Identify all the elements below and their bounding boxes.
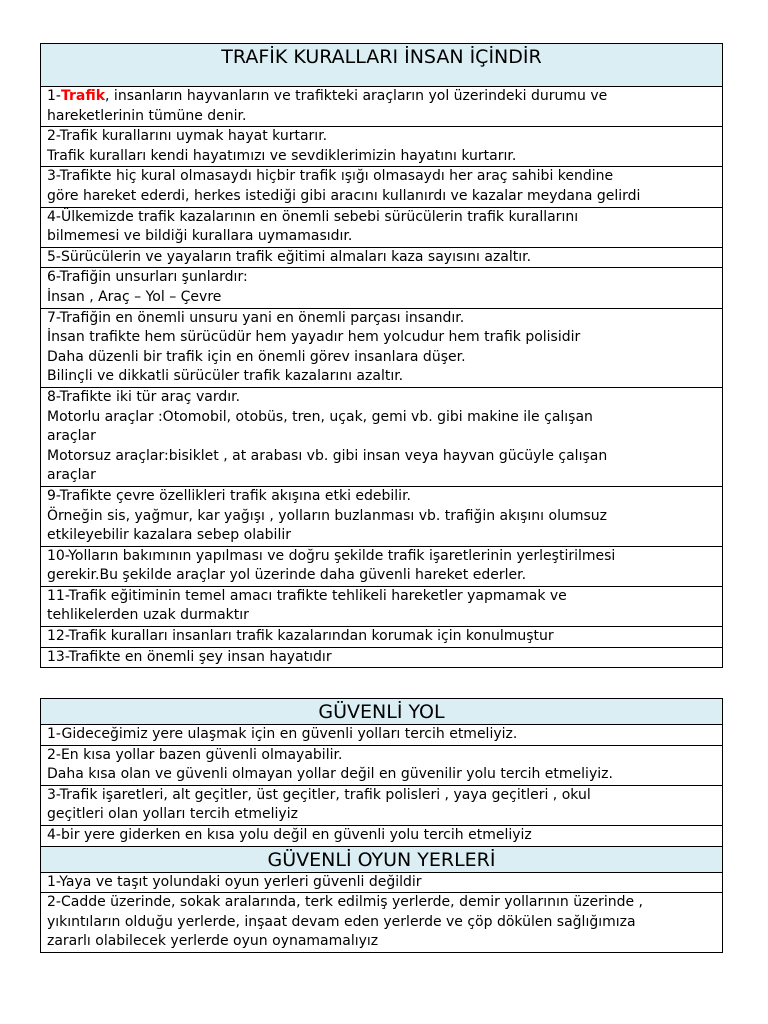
table-row [41,546,723,586]
row-text: Daha kısa olan ve güvenli olmayan yollar değil en güvenilir yolu tercih etmeliyiz. [47,766,613,783]
row-text: zararlı olabilecek yerlerde oyun oynamamalıyız [47,933,379,950]
row-text: İnsan , Araç – Yol – Çevre [47,288,222,305]
row-text: 7-Trafiğin en önemli unsuru yani en önemli parçası insandır. [47,309,465,326]
row-text: bilmemesi ve bildiği kurallara uymamasıdır. [47,228,353,245]
row-text: göre hareket ederdi, herkes istediği gibi aracını kullanırdı ve kazalar meydana gelirdi [47,187,641,204]
table-row [41,745,723,785]
table-row [41,825,723,846]
table-row [41,872,723,893]
row-text: 12-Trafik kuralları insanları trafik kazalarından korumak için konulmuştur [47,628,554,645]
table-row [41,127,723,167]
row-text: tehlikelerden uzak durmaktır [47,607,249,624]
row-text: 5-Sürücülerin ve yayaların trafik eğitimi almaları kaza sayısını azaltır. [47,248,532,265]
table-title: TRAFİK KURALLARI İNSAN İÇİNDİR [41,44,723,87]
table-row [41,725,723,746]
row-text: 2-Trafik kurallarını uymak hayat kurtarır. [47,128,328,145]
table-row [41,647,723,668]
row-text: hareketlerinin tümüne denir. [47,107,247,124]
table-row [41,167,723,207]
row-text: 4-bir yere giderken en kısa yolu değil en güvenli yolu tercih etmeliyiz [47,826,532,843]
table-row [41,268,723,308]
row-text: Motorlu araçlar :Otomobil, otobüs, tren, uçak, gemi vb. gibi makine ile çalışan [47,408,593,425]
row-text: 2-En kısa yollar bazen güvenli olmayabilir. [47,746,343,763]
table-row [41,387,723,486]
safe-road-table [40,698,723,953]
row-text: 2-Cadde üzerinde, sokak aralarında, terk edilmiş yerlerde, demir yollarının üzerinde , [47,894,643,911]
row-text: 6-Trafiğin unsurları şunlardır: [47,269,248,286]
table-row [41,207,723,247]
row-text: araçlar [47,467,96,484]
table-row [41,486,723,546]
row-text: gerekir.Bu şekilde araçlar yol üzerinde daha güvenli hareket ederler. [47,567,527,584]
row-text: Motorsuz araçlar:bisiklet , at arabası vb. gibi insan veya hayvan gücüyle çalışan [47,447,608,464]
table-row [41,586,723,626]
traffic-rules-table [40,43,723,668]
row-text: geçitleri olan yolları tercih etmeliyiz [47,806,298,823]
row-text: etkileyebilir kazalara sebep olabilir [47,527,291,544]
row-text: 1-Yaya ve taşıt yolundaki oyun yerleri güvenli değildir [47,873,422,890]
table-row [41,87,723,127]
table-row [41,627,723,648]
row-text: , insanların hayvanların ve trafikteki araçların yol üzerindeki durumu ve [105,88,608,104]
row-text: Trafik kuralları kendi hayatımızı ve sevdiklerimizin hayatını kurtarır. [47,147,517,164]
section-title: GÜVENLİ YOL [41,699,723,725]
row-text: 3-Trafik işaretleri, alt geçitler, üst geçitler, trafik polisleri , yaya geçitleri , okul [47,786,591,803]
row-text: 11-Trafik eğitiminin temel amacı trafikte tehlikeli hareketler yapmamak ve [47,587,567,604]
row-text: Bilinçli ve dikkatli sürücüler trafik kazalarını azaltır. [47,368,404,385]
table-row [41,893,723,953]
row-text: Örneğin sis, yağmur, kar yağışı , yolların buzlanması vb. trafiğin akışını olumsuz [47,507,607,524]
section-title: GÜVENLİ OYUN YERLERİ [41,846,723,872]
row-text: 1-Gideceğimiz yere ulaşmak için en güvenli yolları tercih etmeliyiz. [47,726,518,742]
row-text: 3-Trafikte hiç kural olmasaydı hiçbir trafik ışığı olmasaydı her araç sahibi kendine [47,168,614,185]
row-text: 4-Ülkemizde trafik kazalarının en önemli sebebi sürücülerin trafik kurallarını [47,208,579,225]
table-row [41,308,723,387]
row-text: 10-Yolların bakımının yapılması ve doğru şekilde trafik işaretlerinin yerleştirilmesi [47,547,616,564]
row-text: İnsan trafikte hem sürücüdür hem yayadır hem yolcudur hem trafik polisidir [47,329,581,346]
table-row [41,247,723,268]
highlighted-word: Trafik [60,88,106,104]
row-number: 1- [47,88,61,104]
row-text: Daha düzenli bir trafik için en önemli görev insanlara düşer. [47,348,466,365]
row-text: yıkıntıların olduğu yerlerde, inşaat devam eden yerlerde ve çöp dökülen sağlığımıza [47,913,636,930]
row-text: 9-Trafikte çevre özellikleri trafik akışına etki edebilir. [47,487,411,504]
row-text: 8-Trafikte iki tür araç vardır. [47,388,241,405]
table-row [41,785,723,825]
row-text: 13-Trafikte en önemli şey insan hayatıdır [47,648,332,665]
row-text: araçlar [47,428,96,445]
